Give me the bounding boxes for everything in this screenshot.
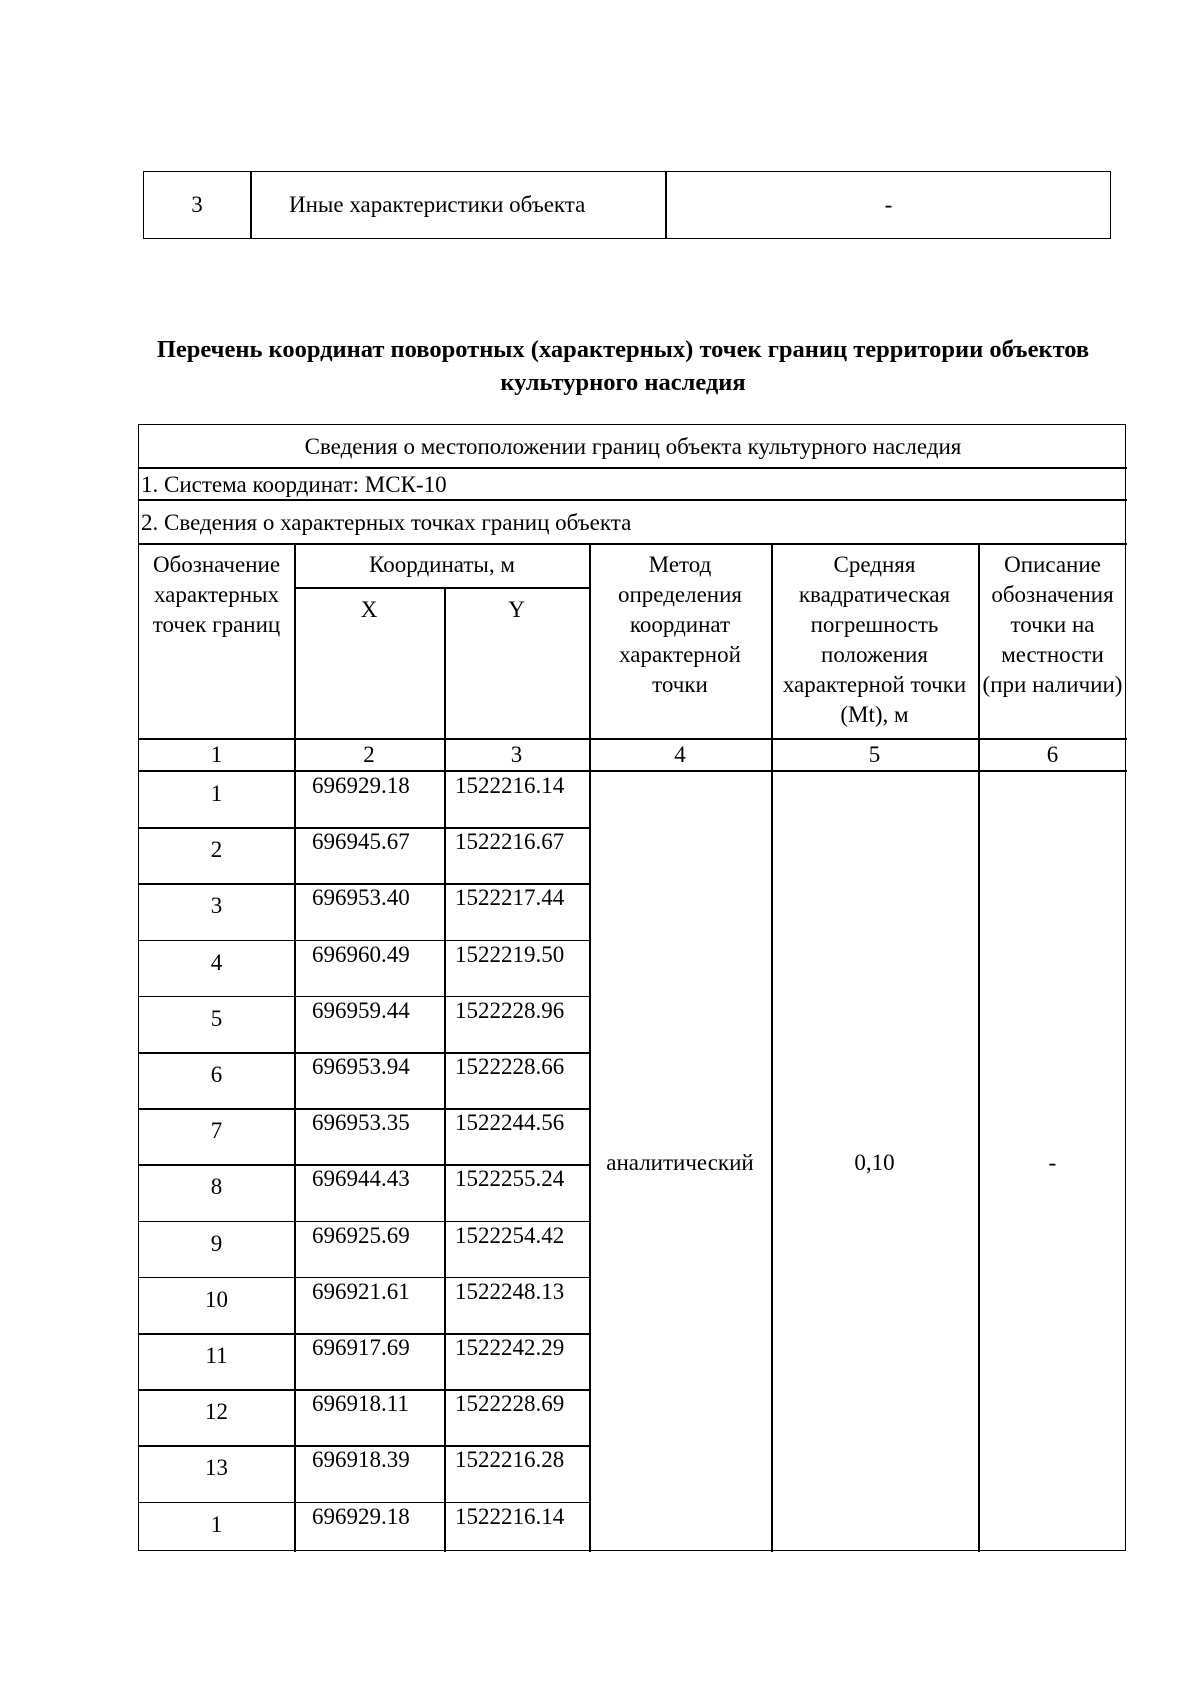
table-row — [139, 1221, 590, 1277]
points-heading: 2. Сведения о характерных точках границ объекта — [141, 510, 632, 535]
y-coordinate: 1522244.56 — [455, 1110, 565, 1136]
header-method: Метод определения координат характерной точки — [617, 552, 742, 697]
y-coordinate: 1522255.24 — [455, 1166, 565, 1192]
point-label: 6 — [210, 1062, 223, 1087]
x-coordinate: 696929.18 — [312, 773, 410, 798]
header-coordinates: Координаты, м — [369, 552, 515, 577]
x-coordinate: 696917.69 — [312, 1335, 410, 1360]
x-coordinate: 696953.94 — [312, 1054, 410, 1079]
page-title: Перечень координат поворотных (характерных) точек границ территории объектов культурного наследия — [156, 336, 1090, 396]
column-number: 2 — [363, 742, 375, 767]
coordinates-table — [138, 424, 1126, 1551]
x-coordinate: 696960.49 — [312, 941, 410, 967]
y-coordinate: 1522216.28 — [455, 1447, 565, 1473]
point-label: 10 — [205, 1286, 228, 1312]
table-row — [139, 1164, 590, 1220]
x-coordinate: 696918.39 — [312, 1447, 410, 1473]
coordinate-system: 1. Система координат: МСК-10 — [141, 472, 447, 497]
error-value: 0,10 — [854, 1150, 895, 1175]
x-coordinate: 696945.67 — [312, 829, 410, 855]
header-y: Y — [508, 597, 525, 622]
table-row — [139, 1333, 590, 1389]
point-label: 13 — [205, 1455, 228, 1481]
y-coordinate: 1522228.66 — [455, 1054, 565, 1079]
point-label: 2 — [210, 837, 223, 863]
y-coordinate: 1522216.14 — [455, 773, 565, 798]
table-caption: Сведения о местоположении границ объекта культурного наследия — [304, 434, 962, 459]
method-value: аналитический — [606, 1150, 754, 1175]
point-label: 8 — [210, 1174, 223, 1200]
y-coordinate: 1522254.42 — [455, 1222, 565, 1248]
row-number: 3 — [191, 192, 203, 217]
x-coordinate: 696944.43 — [312, 1166, 410, 1192]
table-row — [139, 771, 590, 827]
point-label: 9 — [210, 1230, 223, 1256]
table-row — [139, 940, 590, 996]
column-number: 3 — [510, 742, 523, 767]
point-label: 1 — [210, 1511, 223, 1537]
y-coordinate: 1522228.96 — [455, 997, 565, 1023]
point-label: 5 — [210, 1005, 223, 1031]
x-coordinate: 696918.11 — [312, 1391, 409, 1417]
table-row — [139, 1052, 590, 1108]
column-number: 4 — [674, 742, 686, 767]
x-coordinate: 696921.61 — [312, 1278, 410, 1304]
x-coordinate: 696953.35 — [312, 1110, 410, 1136]
x-coordinate: 696959.44 — [312, 997, 410, 1023]
point-label: 7 — [210, 1118, 223, 1144]
point-label: 12 — [205, 1399, 228, 1425]
header-designation: Обозначение характерных точек границ — [152, 552, 281, 637]
header-error: Средняя квадратическая погрешность положения характерной точки (Mt), м — [782, 552, 967, 727]
table-row — [139, 1502, 590, 1558]
y-coordinate: 1522248.13 — [455, 1278, 565, 1304]
y-coordinate: 1522217.44 — [455, 885, 565, 911]
column-number: 5 — [868, 742, 881, 767]
row-label: Иные характеристики объекта — [289, 192, 586, 217]
y-coordinate: 1522219.50 — [455, 941, 565, 967]
y-coordinate: 1522242.29 — [455, 1335, 565, 1360]
y-coordinate: 1522216.14 — [455, 1503, 565, 1529]
table-row — [139, 996, 590, 1052]
x-coordinate: 696929.18 — [312, 1503, 410, 1529]
column-number: 1 — [210, 742, 223, 767]
point-label: 4 — [210, 949, 223, 975]
column-number: 6 — [1046, 742, 1059, 767]
point-label: 3 — [210, 893, 223, 919]
table-row — [139, 1445, 590, 1501]
point-label: 11 — [205, 1343, 228, 1368]
y-coordinate: 1522228.69 — [455, 1391, 565, 1417]
table-row — [139, 1108, 590, 1164]
table-row — [139, 1277, 590, 1333]
point-label: 1 — [210, 781, 223, 806]
table-row — [139, 827, 590, 883]
table-row — [139, 1389, 590, 1445]
x-coordinate: 696953.40 — [312, 885, 410, 911]
description-value: - — [1048, 1150, 1057, 1175]
characteristics-table — [143, 171, 1111, 239]
header-x: X — [360, 597, 378, 622]
row-value: - — [884, 192, 893, 217]
y-coordinate: 1522216.67 — [455, 829, 565, 855]
table-row — [139, 883, 590, 939]
x-coordinate: 696925.69 — [312, 1222, 410, 1248]
header-description: Описание обозначения точки на местности (при наличии) — [982, 552, 1123, 697]
